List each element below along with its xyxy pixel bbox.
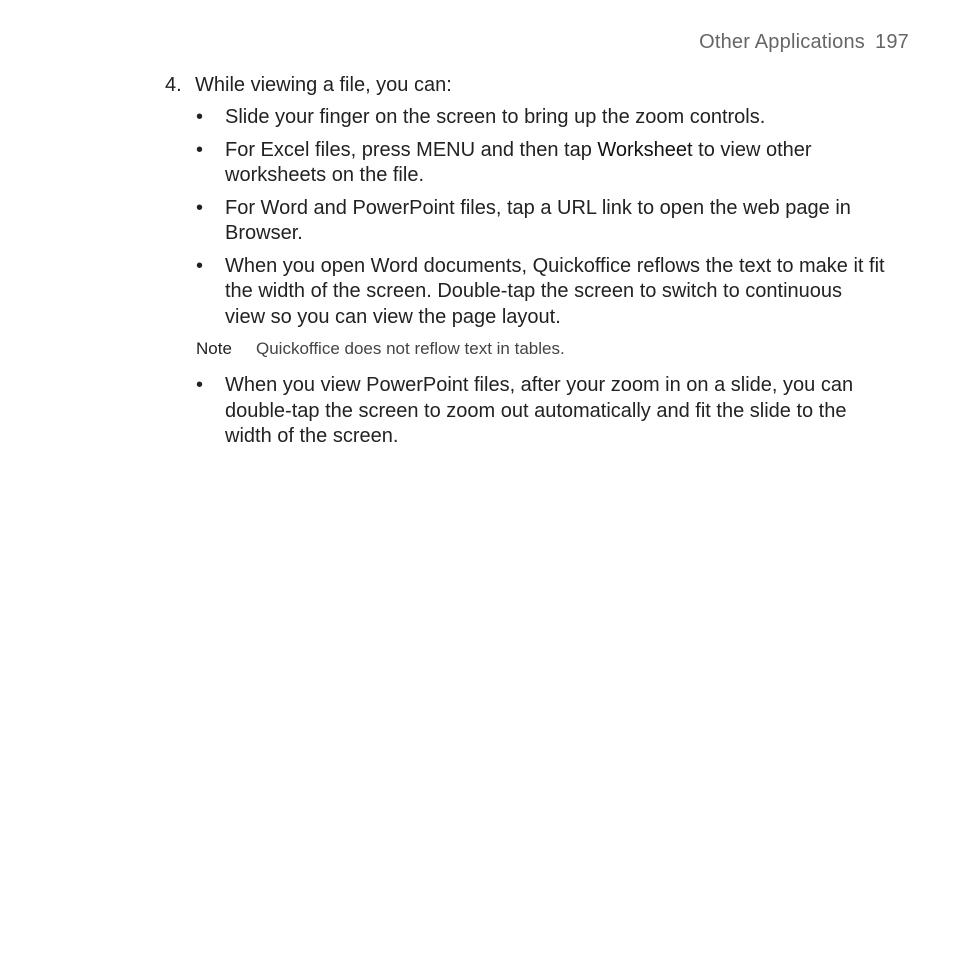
ui-term-worksheet: Worksheet [597,138,693,161]
bullet-item [196,138,886,189]
bullet-list [196,105,886,457]
bullet-text-after: to view other worksheets on the file. [225,138,812,186]
bullet-item [196,254,886,331]
step-item [165,72,452,98]
bullet-item [196,373,886,450]
page-number: 197 [875,31,909,53]
bullet-item [196,196,886,247]
bullet-dot: • [196,254,204,277]
bullet-dot: • [196,106,204,128]
bullet-text: When you open Word documents, Quickoffice reflows the text to make it fit the width of the screen. Double-tap the screen to switch to continuous view so you can view the page layout. [225,254,885,328]
step-text: While viewing a file, you can: [195,74,452,96]
note-text: Quickoffice does not reflow text in tables. [256,339,565,358]
step-number: 4. [165,74,182,96]
bullet-text: When you view PowerPoint files, after your zoom in on a slide, you can double-tap the screen to zoom out automatically and fit the slide to the width of the screen. [225,374,854,447]
bullet-dot: • [196,138,204,161]
bullet-text: For Word and PowerPoint files, tap a URL link to open the web page in Browser. [225,196,851,244]
bullet-item [196,105,886,131]
note-label: Note [196,339,232,358]
running-header [699,31,909,54]
bullet-dot: • [196,196,204,219]
note-block [196,338,886,360]
bullet-dot: • [196,374,204,396]
section-title: Other Applications [699,31,866,53]
bullet-text-before: For Excel files, press MENU and then tap [225,138,598,161]
bullet-text: Slide your finger on the screen to bring up the zoom controls. [225,106,766,128]
